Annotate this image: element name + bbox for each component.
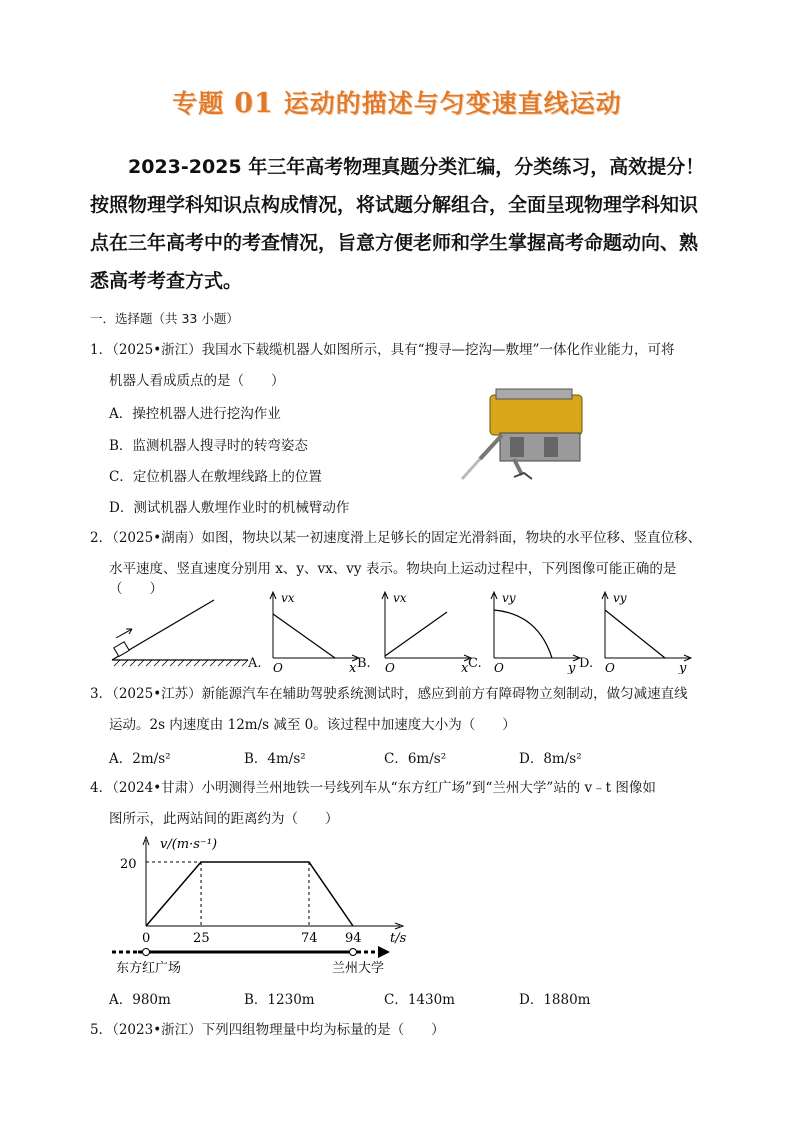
intro-paragraph: 2023-2025 年三年高考物理真题分类汇编，分类练习，高效提分！按照物理学科知识点构成情况，将试题分解组合，全面呈现物理学科知识点在三年高考中的考查情况，旨意方便老师和学生掌握高考命题动向、熟悉高考考查方式。 [90,156,705,292]
q2-graph-c [486,588,586,674]
q2-graph-c-ylabel: vy [502,591,516,605]
question-1-stem: 1．（2025•浙江）我国水下载缆机器人如图所示，具有“搜寻—挖沟—敷埋”一体化作业能力，可将 机器人看成质点的是（ ） [90,342,675,389]
q2-graph-b [377,588,477,674]
q3-option-b: B．4m/s² [244,751,306,767]
station-right: 兰州大学 [332,961,385,976]
q4-option-b: B．1230m [244,992,315,1008]
q2-graph-b-xlabel: x [461,661,469,674]
underwater-robot-image [452,385,602,485]
q1-option-d: D．测试机器人敷埋作业时的机械臂动作 [109,500,350,516]
q1-option-a: A．操控机器人进行挖沟作业 [109,406,281,422]
q2-graph-a-xlabel: x [349,661,357,674]
q2-graph-d-ylabel: vy [613,591,627,605]
station-left: 东方红广场 [116,961,182,976]
question-4-stem: 4．（2024•甘肃）小明测得兰州地铁一号线列车从“东方红广场”到“兰州大学”站的 v﹣t 图像如 图所示，此两站间的距离约为（ ） [90,780,656,827]
q2-graph-d-xlabel: y [679,661,687,674]
q2-graph-b-ylabel: vx [393,591,407,605]
vt-series-line [146,862,353,926]
q4-option-a: A．980m [109,992,171,1008]
q2-graph-a-origin: O [273,661,283,674]
vt-xtick-94: 94 [345,931,362,946]
vt-ytick-20: 20 [120,857,137,872]
q3-option-c: C．6m/s² [384,751,447,767]
question-5-stem: 5．（2023•浙江）下列四组物理量中均为标量的是（ ） [90,1022,445,1038]
incline-diagram [108,592,253,672]
q2-option-a-letter: A. [248,656,262,671]
vt-xtick-25: 25 [193,931,210,946]
q2-graph-d [597,588,697,674]
q2-graph-d-origin: O [605,661,615,674]
vt-xtick-74: 74 [300,931,318,946]
question-2-stem: 2．（2025•湖南）如图，物块以某一初速度滑上足够长的固定光滑斜面，物块的水平位移、竖直位移、 水平速度、竖直速度分别用 x、y、vx、vy 表示。物块向上运动过程中，下列图像可能正确的是（ ） [90,530,702,597]
q2-graph-b-origin: O [385,661,395,674]
q3-option-a: A．2m/s² [109,751,171,767]
q2-option-c-letter: C. [468,656,482,671]
vt-xlabel: t/s [390,931,407,946]
vt-ylabel: v/(m·s⁻¹) [160,837,218,852]
vt-chart [108,830,418,978]
q4-option-d: D．1880m [519,992,591,1008]
q1-option-c: C．定位机器人在敷埋线路上的位置 [109,469,322,485]
q1-option-b: B．监测机器人搜寻时的转弯姿态 [109,438,308,454]
q4-option-c: C．1430m [384,992,455,1008]
q3-option-d: D．8m/s² [519,751,582,767]
q2-option-b-letter: B. [357,656,371,671]
section-header: 一．选择题（共 33 小题） [90,311,239,326]
q2-graph-c-origin: O [494,661,504,674]
q2-graph-a [265,588,365,674]
q2-graph-c-xlabel: y [568,661,576,674]
question-3-stem: 3．（2025•江苏）新能源汽车在辅助驾驶系统测试时，感应到前方有障碍物立刻制动，做匀减速直线 运动。2s 内速度由 12m/s 减至 0。该过程中加速度大小为（ ） [90,686,688,733]
vt-xtick-0: 0 [142,931,151,946]
page-title: 专题 01 运动的描述与匀变速直线运动 [172,88,622,119]
q2-graph-a-ylabel: vx [281,591,295,605]
q2-option-d-letter: D. [579,656,594,671]
